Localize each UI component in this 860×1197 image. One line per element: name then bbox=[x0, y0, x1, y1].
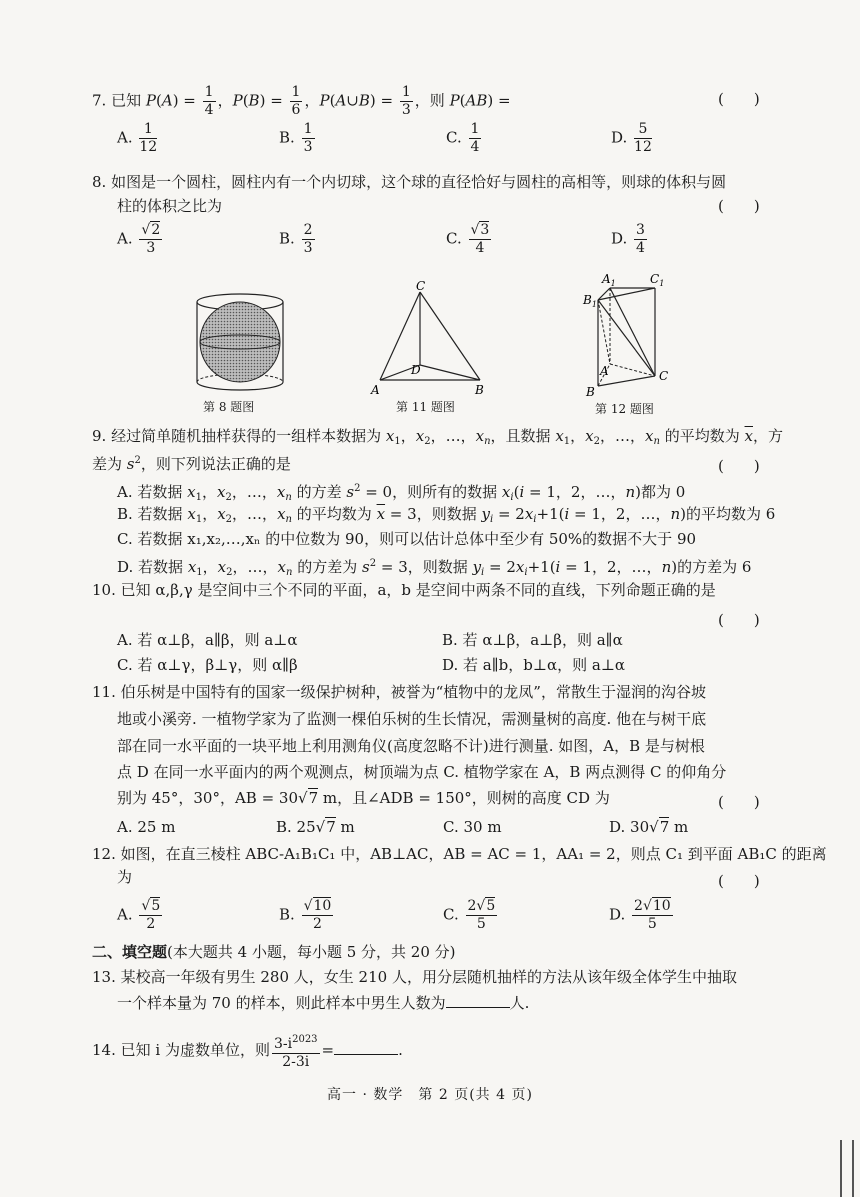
option-d: D. 30√7 m bbox=[609, 818, 689, 836]
option-a: A. 若 α⊥β，a∥β，则 a⊥α bbox=[117, 631, 298, 649]
question-11-line3: 部在同一水平面的一块平地上利用测角仪(高度忽略不计)进行测量. 如图，A，B 是与树根 bbox=[117, 737, 705, 755]
page-footer: 高一 · 数学 第 2 页(共 4 页) bbox=[327, 1087, 533, 1103]
option-d: D. $\frac{2√10}{5}$ bbox=[609, 898, 671, 932]
question-12-line2: 为 bbox=[117, 868, 133, 886]
question-8-line2: 柱的体积之比为 bbox=[117, 197, 223, 215]
question-9-line1: 9. 经过简单随机抽样获得的一组样本数据为 $x_1$，$x_2$，…，$x_n$，且数据 $x_1$，$x_2$，…，$x_n$ 的平均数为 $\overline{x}$，方 bbox=[92, 427, 784, 447]
option-a: A. 25 m bbox=[117, 818, 176, 836]
svg-text:B1: $B_1$ bbox=[583, 293, 597, 309]
answer-bracket: ( ) bbox=[718, 611, 760, 629]
question-11-line5: 别为 45°，30°，AB = 30√7 m，且∠ADB = 150°，则树的高度 CD 为 bbox=[117, 789, 610, 807]
option-c: C. 30 m bbox=[443, 818, 502, 836]
option-c: C. 若 α⊥γ，β⊥γ，则 α∥β bbox=[117, 656, 298, 674]
question-14: 14. 已知 i 为虚数单位，则 $\frac{3-i^{2023}}{2-3i}$ = . bbox=[92, 1031, 403, 1071]
question-13-line2: 一个样本量为 70 的样本，则此样本中男生人数为 人. bbox=[117, 994, 530, 1012]
question-11-line4: 点 D 在同一水平面内的两个观测点，树顶端为点 C. 植物学家在 A，B 两点测得 C 的仰角分 bbox=[117, 763, 727, 781]
option-a: A. $\frac{√2}{3}$ bbox=[117, 222, 161, 256]
answer-bracket: ( ) bbox=[718, 90, 760, 108]
answer-bracket: ( ) bbox=[718, 457, 760, 475]
answer-blank[interactable] bbox=[334, 1040, 398, 1055]
question-10-line1: 10. 已知 α,β,γ 是空间中三个不同的平面，a，b 是空间中两条不同的直线，下列命题正确的是 bbox=[92, 581, 716, 599]
question-11-line2: 地或小溪旁. 一植物学家为了监测一棵伯乐树的生长情况，需测量树的高度. 他在与树干底 bbox=[117, 710, 707, 728]
option-d: D. $\frac{5}{12}$ bbox=[611, 121, 652, 155]
option-b: B. 若 α⊥β，a⊥β，则 a∥α bbox=[442, 631, 623, 649]
option-c: C. 若数据 x₁,x₂,…,xₙ 的中位数为 90，则可以估计总体中至少有 50%的数据不大于 90 bbox=[117, 530, 697, 548]
option-c: C. $\frac{2√5}{5}$ bbox=[443, 898, 496, 932]
option-b: B. $\frac{√10}{2}$ bbox=[279, 898, 332, 932]
question-12-line1: 12. 如图，在直三棱柱 ABC-A₁B₁C₁ 中，AB⊥AC，AB = AC = 1，AA₁ = 2，则点 C₁ 到平面 AB₁C 的距离 bbox=[92, 845, 827, 863]
option-c: C. $\frac{√3}{4}$ bbox=[446, 222, 490, 256]
answer-blank[interactable] bbox=[446, 993, 510, 1008]
svg-text:B: B bbox=[475, 383, 484, 397]
figure-8-cylinder-sphere bbox=[190, 290, 290, 398]
option-a: A. $\frac{1}{12}$ bbox=[117, 121, 158, 155]
option-b: B. $\frac{1}{3}$ bbox=[279, 121, 313, 155]
answer-bracket: ( ) bbox=[718, 197, 760, 215]
section-2-heading: 二、填空题(本大题共 4 小题，每小题 5 分，共 20 分) bbox=[92, 943, 456, 961]
option-a: A. 若数据 $x_1$，$x_2$，…，$x_n$ 的方差 $s^2 = 0$，则所有的数据 $x_i(i = 1$，2，…，n)都为 0 bbox=[117, 483, 686, 503]
svg-text:C: C bbox=[659, 369, 669, 383]
answer-bracket: ( ) bbox=[718, 793, 760, 811]
figure-12-caption: 第 12 题图 bbox=[595, 402, 654, 416]
svg-text:C1: $C_1$ bbox=[650, 272, 665, 288]
question-9-line2: 差为 $s^2$，则下列说法正确的是 bbox=[92, 455, 291, 473]
svg-text:A1: $A_1$ bbox=[602, 272, 616, 288]
question-13-line1: 13. 某校高一年级有男生 280 人，女生 210 人，用分层随机抽样的方法从该年级全体学生中抽取 bbox=[92, 968, 737, 986]
svg-text:A: A bbox=[600, 364, 609, 378]
binding-edge bbox=[840, 1140, 854, 1197]
figure-12-prism bbox=[580, 268, 680, 400]
question-8-line1: 8. 如图是一个圆柱，圆柱内有一个内切球，这个球的直径恰好与圆柱的高相等，则球的体积与圆 bbox=[92, 173, 727, 191]
question-7: 7. 已知 P(A) = $\frac{1}{4}$ ，P(B) = $\frac{1}{6}$ ，P(A∪B) = $\frac{1}{3}$ ，则 P(AB) = bbox=[92, 84, 511, 118]
option-d: D. 若数据 $x_1$，$x_2$，…，$x_n$ 的方差为 $s^2 = 3$，则数据 $y_i = 2x_i+1(i = 1$，2，…，n)的方差为 6 bbox=[117, 558, 752, 578]
option-b: B. 若数据 $x_1$，$x_2$，…，$x_n$ 的平均数为 $\overline{x} = 3$，则数据 $y_i = 2x_i+1(i = 1$，2，…，n)的平均数为 6 bbox=[117, 505, 776, 525]
figure-11-caption: 第 11 题图 bbox=[396, 400, 455, 414]
question-11-line1: 11. 伯乐树是中国特有的国家一级保护树种，被誉为“植物中的龙凤”，常散生于湿润的沟谷坡 bbox=[92, 683, 706, 701]
option-a: A. $\frac{√5}{2}$ bbox=[117, 898, 161, 932]
option-b: B. 25√7 m bbox=[276, 818, 355, 836]
option-d: D. $\frac{3}{4}$ bbox=[611, 222, 645, 256]
svg-text:B: B bbox=[586, 385, 595, 399]
svg-text:D: D bbox=[411, 363, 421, 377]
answer-bracket: ( ) bbox=[718, 872, 760, 890]
svg-text:A: A bbox=[371, 383, 380, 397]
option-d: D. 若 a∥b，b⊥α，则 a⊥α bbox=[442, 656, 626, 674]
figure-11-tetrahedron bbox=[368, 280, 492, 398]
figure-8-caption: 第 8 题图 bbox=[203, 400, 255, 414]
svg-text:C: C bbox=[416, 280, 426, 293]
option-c: C. $\frac{1}{4}$ bbox=[446, 121, 480, 155]
option-b: B. $\frac{2}{3}$ bbox=[279, 222, 313, 256]
